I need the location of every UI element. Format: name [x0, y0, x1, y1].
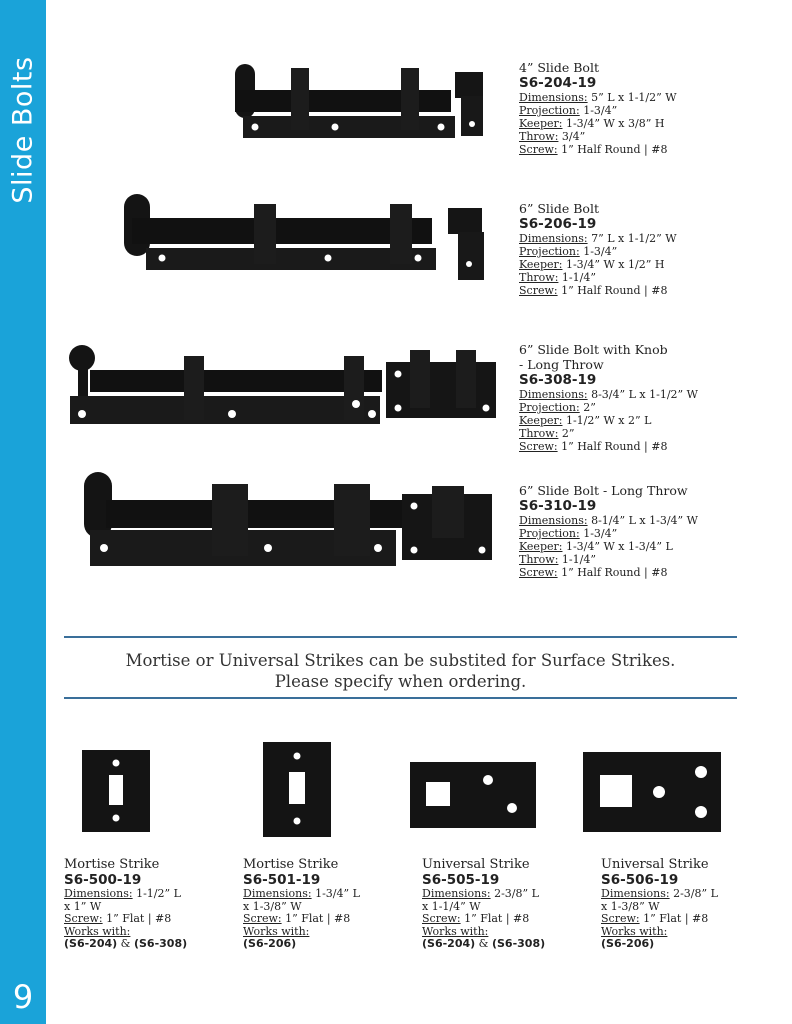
product-sku: S6-310-19 — [519, 498, 597, 514]
strike-sku: S6-506-19 — [601, 872, 679, 888]
slide-bolt-long-throw-image — [78, 468, 498, 573]
strike-dimensions: Dimensions: 2-3/8” L — [601, 887, 718, 900]
spec-throw: Throw: 1-1/4” — [519, 553, 596, 566]
product-sku: S6-204-19 — [519, 75, 597, 91]
divider-top — [64, 636, 737, 638]
strike-screw: Screw: 1” Flat | #8 — [64, 912, 172, 925]
strike-sku: S6-500-19 — [64, 872, 142, 888]
strike-dimensions: Dimensions: 1-1/2” L — [64, 887, 181, 900]
product-sku: S6-308-19 — [519, 372, 597, 388]
product-slide-bolt-4in — [519, 60, 789, 156]
sidebar-title: Slide Bolts — [7, 56, 39, 204]
strike-works-with: (S6-204) & (S6-308) — [64, 937, 188, 950]
spec-screw: Screw: 1” Half Round | #8 — [519, 440, 668, 453]
strike-works-with: (S6-206) — [601, 937, 655, 950]
product-name-line2: - Long Throw — [519, 357, 604, 372]
strike-dimensions: Dimensions: 2-3/8” L — [422, 887, 539, 900]
strike-dimensions-line2: x 1-3/8” W — [601, 899, 660, 913]
product-slide-bolt-long-throw — [519, 483, 789, 579]
strike-sku: S6-505-19 — [422, 872, 500, 888]
spec-screw: Screw: 1” Half Round | #8 — [519, 284, 668, 297]
strike-s6-505 — [422, 857, 592, 951]
strike-notice: Mortise or Universal Strikes can be substited for Surface Strikes. Please specify when ordering. — [125, 651, 676, 691]
strike-works-label: Works with: — [601, 924, 668, 938]
product-sku: S6-206-19 — [519, 216, 597, 232]
strike-works-label: Works with: — [243, 924, 310, 938]
spec-keeper: Keeper: 1-1/2” W x 2” L — [519, 414, 652, 427]
spec-projection: Projection: 1-3/4” — [519, 104, 618, 117]
spec-throw: Throw: 2” — [519, 427, 575, 440]
strike-works-label: Works with: — [422, 924, 489, 938]
product-slide-bolt-knob — [519, 342, 789, 453]
strike-name: Universal Strike — [601, 857, 709, 872]
spec-dimensions: Dimensions: 8-1/4” L x 1-3/4” W — [519, 514, 698, 527]
spec-projection: Projection: 2” — [519, 401, 596, 414]
strike-screw: Screw: 1” Flat | #8 — [422, 912, 530, 925]
divider-bottom — [64, 697, 737, 699]
spec-keeper: Keeper: 1-3/4” W x 1-3/4” L — [519, 540, 673, 553]
strike-dimensions: Dimensions: 1-3/4” L — [243, 887, 360, 900]
strike-screw: Screw: 1” Flat | #8 — [243, 912, 351, 925]
spec-throw: Throw: 1-1/4” — [519, 271, 596, 284]
spec-throw: Throw: 3/4” — [519, 130, 586, 143]
strike-s6-501 — [243, 857, 413, 951]
spec-screw: Screw: 1” Half Round | #8 — [519, 566, 668, 579]
strike-name: Mortise Strike — [243, 857, 339, 872]
product-name: 6” Slide Bolt - Long Throw — [519, 483, 688, 498]
spec-keeper: Keeper: 1-3/4” W x 3/8” H — [519, 117, 665, 130]
product-name: 6” Slide Bolt — [519, 201, 599, 216]
spec-keeper: Keeper: 1-3/4” W x 1/2” H — [519, 258, 665, 271]
strike-dimensions-line2: x 1-3/8” W — [243, 899, 302, 913]
universal-strike-505-image — [410, 762, 536, 828]
strike-sku: S6-501-19 — [243, 872, 321, 888]
strike-name: Universal Strike — [422, 857, 530, 872]
strike-works-with: (S6-204) & (S6-308) — [422, 937, 546, 950]
strike-s6-500 — [64, 857, 234, 951]
strike-name: Mortise Strike — [64, 857, 160, 872]
strike-dimensions-line2: x 1-1/4” W — [422, 899, 481, 913]
product-name: 4” Slide Bolt — [519, 60, 599, 75]
universal-strike-506-image — [583, 752, 721, 832]
mortise-strike-501-image — [263, 742, 331, 837]
slide-bolt-4in-image — [205, 50, 495, 150]
strike-screw: Screw: 1” Flat | #8 — [601, 912, 709, 925]
product-slide-bolt-6in — [519, 201, 789, 297]
spec-screw: Screw: 1” Half Round | #8 — [519, 143, 668, 156]
mortise-strike-500-image — [82, 750, 150, 832]
sidebar — [0, 0, 46, 1024]
page-number: 9 — [12, 978, 34, 1016]
strike-s6-506 — [601, 857, 771, 951]
strike-works-label: Works with: — [64, 924, 131, 938]
slide-bolt-knob-image — [60, 340, 500, 430]
spec-projection: Projection: 1-3/4” — [519, 527, 618, 540]
slide-bolt-6in-image — [118, 192, 493, 287]
spec-dimensions: Dimensions: 7” L x 1-1/2” W — [519, 232, 677, 245]
strike-dimensions-line2: x 1” W — [64, 899, 102, 913]
spec-dimensions: Dimensions: 5” L x 1-1/2” W — [519, 91, 677, 104]
strike-works-with: (S6-206) — [243, 937, 297, 950]
spec-projection: Projection: 1-3/4” — [519, 245, 618, 258]
spec-dimensions: Dimensions: 8-3/4” L x 1-1/2” W — [519, 388, 698, 401]
product-name: 6” Slide Bolt with Knob — [519, 342, 668, 357]
